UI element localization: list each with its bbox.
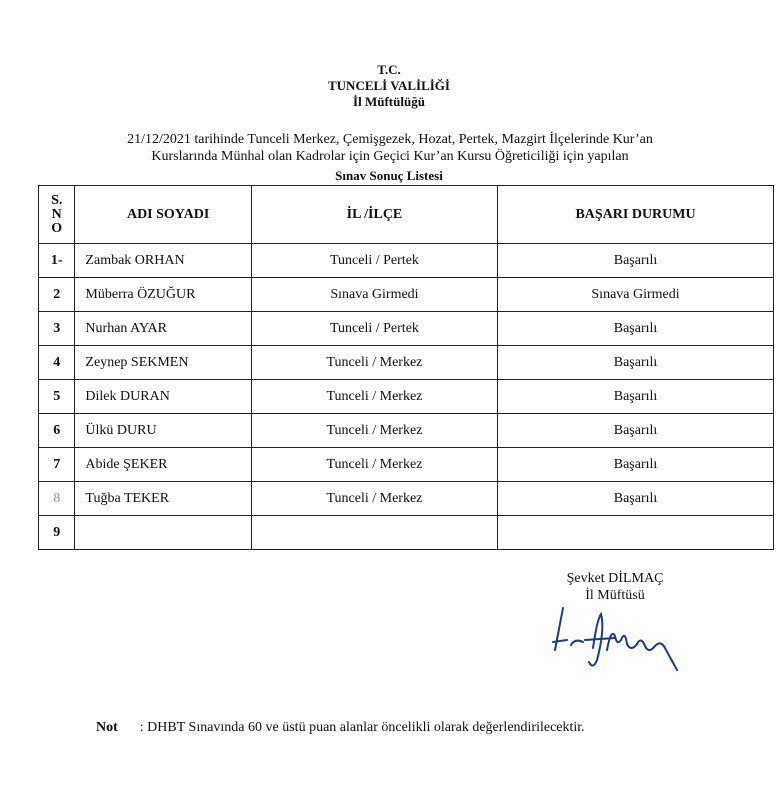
row-location: [251, 516, 497, 550]
row-no: 1-: [39, 244, 75, 278]
row-name: Ülkü DURU: [75, 414, 251, 448]
row-status: Başarılı: [498, 244, 774, 278]
row-status: Başarılı: [498, 414, 774, 448]
header-governorship: TUNCELİ VALİLİĞİ: [328, 78, 450, 93]
row-location: Tunceli / Merkez: [251, 448, 497, 482]
row-location: Sınava Girmedi: [251, 278, 497, 312]
table-row: [39, 414, 774, 448]
signatory-title: İl Müftüsü: [585, 588, 645, 603]
handwritten-signature: [545, 600, 695, 680]
header-mufti-office: İl Müftülüğü: [353, 94, 425, 109]
row-status: Başarılı: [498, 346, 774, 380]
row-name: Zambak ORHAN: [75, 244, 251, 278]
row-no: 8: [39, 482, 75, 516]
row-no: 2: [39, 278, 75, 312]
row-no: 9: [39, 516, 75, 550]
table-row: [39, 346, 774, 380]
row-name: [75, 516, 251, 550]
row-location: Tunceli / Merkez: [251, 380, 497, 414]
row-no: 5: [39, 380, 75, 414]
header-tc: T.C.: [377, 62, 401, 77]
row-name: Tuğba TEKER: [75, 482, 251, 516]
table-row: [39, 312, 774, 346]
header-no-line3: O: [51, 220, 63, 236]
row-no: 6: [39, 414, 75, 448]
footnote: [96, 720, 585, 736]
row-no: 7: [39, 448, 75, 482]
results-table: [38, 185, 774, 550]
row-name: Müberra ÖZUĞUR: [75, 278, 251, 312]
header-no: [39, 186, 75, 244]
table-row: [39, 244, 774, 278]
row-location: Tunceli / Pertek: [251, 244, 497, 278]
row-location: Tunceli / Pertek: [251, 312, 497, 346]
row-status: Başarılı: [498, 380, 774, 414]
list-title: Sınav Sonuç Listesi: [335, 168, 443, 183]
header-no-line1: S.: [51, 192, 63, 208]
row-status: Başarılı: [498, 482, 774, 516]
row-status: [498, 516, 774, 550]
footnote-label: Not: [96, 720, 118, 735]
signatory-name: Şevket DİLMAÇ: [566, 571, 664, 586]
row-name: Nurhan AYAR: [75, 312, 251, 346]
footnote-text: : DHBT Sınavında 60 ve üstü puan alanlar öncelikli olarak değerlendirilecektir.: [139, 720, 585, 735]
row-location: Tunceli / Merkez: [251, 414, 497, 448]
header-no-line2: N: [51, 206, 62, 222]
row-status: Başarılı: [498, 312, 774, 346]
signatory-block: [560, 570, 670, 604]
row-no: 3: [39, 312, 75, 346]
table-row: [39, 448, 774, 482]
table-header-row: [39, 186, 774, 244]
table-row: [39, 516, 774, 550]
table-row: [39, 380, 774, 414]
row-status: Başarılı: [498, 448, 774, 482]
header-status: BAŞARI DURUMU: [498, 186, 774, 244]
row-location: Tunceli / Merkez: [251, 482, 497, 516]
row-name: Zeynep SEKMEN: [75, 346, 251, 380]
header-location: İL /İLÇE: [251, 186, 497, 244]
row-no: 4: [39, 346, 75, 380]
table-row: [39, 482, 774, 516]
row-name: Abide ŞEKER: [75, 448, 251, 482]
row-status: Sınava Girmedi: [498, 278, 774, 312]
table-row: [39, 278, 774, 312]
row-name: Dilek DURAN: [75, 380, 251, 414]
row-location: Tunceli / Merkez: [251, 346, 497, 380]
header-name: ADI SOYADI: [75, 186, 251, 244]
intro-line-2: Kurslarında Münhal olan Kadrolar için Geçici Kur’an Kursu Öğreticiliği için yapılan: [151, 149, 629, 164]
intro-line-1: 21/12/2021 tarihinde Tunceli Merkez, Çemişgezek, Hozat, Pertek, Mazgirt İlçelerinde Kur’an: [127, 132, 653, 147]
